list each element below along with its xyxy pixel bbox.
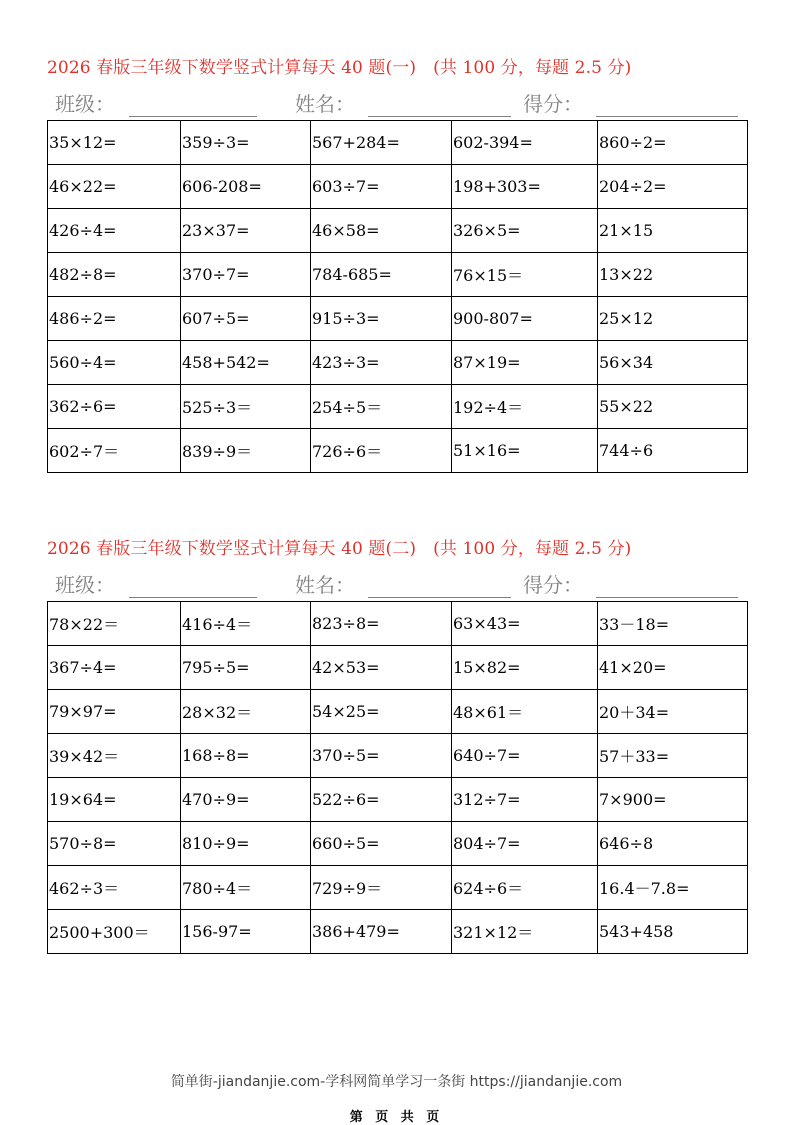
footer-site-text: 简单街-jiandanjie.com-学科网简单学习一条街 https://jiandanjie.com [170, 1074, 623, 1090]
problem-cell: 804÷7= [452, 822, 598, 866]
problem-cell: 726÷6＝ [311, 429, 452, 473]
table-row [48, 121, 748, 165]
problem-table [47, 120, 748, 473]
problem-cell: 33－18= [598, 602, 748, 646]
problem-cell: 19×64= [48, 778, 181, 822]
class-label: 班级： [55, 92, 115, 116]
problem-cell: 729÷9＝ [311, 866, 452, 910]
table-row [48, 385, 748, 429]
table-row [48, 341, 748, 385]
problem-cell: 624÷6＝ [452, 866, 598, 910]
table-row [48, 734, 748, 778]
problem-table [47, 601, 748, 954]
problem-cell: 359÷3= [181, 121, 311, 165]
problem-cell: 602-394= [452, 121, 598, 165]
problem-cell: 915÷3= [311, 297, 452, 341]
class-blank[interactable] [129, 116, 257, 117]
problem-cell: 312÷7= [452, 778, 598, 822]
problem-cell: 458+542= [181, 341, 311, 385]
problem-cell: 39×42＝ [48, 734, 181, 778]
table-row [48, 778, 748, 822]
problem-cell: 423÷3= [311, 341, 452, 385]
problem-cell: 646÷8 [598, 822, 748, 866]
problem-cell: 321×12＝ [452, 910, 598, 954]
problem-cell: 79×97= [48, 690, 181, 734]
problem-cell: 192÷4＝ [452, 385, 598, 429]
problem-cell: 48×61＝ [452, 690, 598, 734]
problem-cell: 470÷9= [181, 778, 311, 822]
problem-cell: 20＋34= [598, 690, 748, 734]
problem-cell: 51×16= [452, 429, 598, 473]
table-row [48, 165, 748, 209]
problem-cell: 602÷7＝ [48, 429, 181, 473]
problem-cell: 15×82= [452, 646, 598, 690]
problem-cell: 900-807= [452, 297, 598, 341]
problem-cell: 46×58= [311, 209, 452, 253]
problem-cell: 16.4－7.8= [598, 866, 748, 910]
problem-cell: 57＋33= [598, 734, 748, 778]
problem-cell: 486÷2= [48, 297, 181, 341]
problem-cell: 607÷5= [181, 297, 311, 341]
problem-cell: 570÷8= [48, 822, 181, 866]
worksheet-section-2 [47, 537, 747, 954]
problem-cell: 525÷3＝ [181, 385, 311, 429]
problem-cell: 386+479= [311, 910, 452, 954]
problem-cell: 326×5= [452, 209, 598, 253]
problem-cell: 362÷6= [48, 385, 181, 429]
name-label: 姓名： [295, 573, 355, 597]
table-row [48, 690, 748, 734]
problem-cell: 823÷8= [311, 602, 452, 646]
problem-cell: 63×43= [452, 602, 598, 646]
table-row [48, 646, 748, 690]
table-row [48, 209, 748, 253]
name-label: 姓名： [295, 92, 355, 116]
table-row [48, 910, 748, 954]
student-info-row [47, 80, 747, 120]
student-info-row [47, 561, 747, 601]
problem-cell: 567+284= [311, 121, 452, 165]
problem-cell: 839÷9＝ [181, 429, 311, 473]
problem-cell: 168÷8= [181, 734, 311, 778]
problem-cell: 28×32＝ [181, 690, 311, 734]
problem-cell: 56×34 [598, 341, 748, 385]
problem-cell: 603÷7= [311, 165, 452, 209]
problem-cell: 560÷4= [48, 341, 181, 385]
problem-cell: 2500+300＝ [48, 910, 181, 954]
problem-cell: 156-97= [181, 910, 311, 954]
problem-cell: 426÷4= [48, 209, 181, 253]
section-title: 2026 春版三年级下数学竖式计算每天 40 题(二) (共 100 分，每题 2.5 分) [47, 539, 632, 559]
problem-cell: 370÷5= [311, 734, 452, 778]
problem-cell: 522÷6= [311, 778, 452, 822]
problem-cell: 13×22 [598, 253, 748, 297]
problem-cell: 46×22= [48, 165, 181, 209]
footer-page-number: 第 页 共 页 [349, 1110, 444, 1125]
problem-cell: 7×900= [598, 778, 748, 822]
problem-cell: 370÷7= [181, 253, 311, 297]
worksheet-section-1 [47, 56, 747, 473]
problem-cell: 780÷4＝ [181, 866, 311, 910]
table-row [48, 297, 748, 341]
problem-cell: 543+458 [598, 910, 748, 954]
problem-cell: 21×15 [598, 209, 748, 253]
problem-cell: 640÷7= [452, 734, 598, 778]
problem-cell: 35×12= [48, 121, 181, 165]
problem-cell: 744÷6 [598, 429, 748, 473]
problem-cell: 795÷5= [181, 646, 311, 690]
problem-cell: 23×37= [181, 209, 311, 253]
problem-cell: 198+303= [452, 165, 598, 209]
problem-cell: 42×53= [311, 646, 452, 690]
problem-cell: 204÷2= [598, 165, 748, 209]
problem-cell: 810÷9= [181, 822, 311, 866]
problem-cell: 78×22＝ [48, 602, 181, 646]
problem-cell: 784-685= [311, 253, 452, 297]
problem-cell: 606-208= [181, 165, 311, 209]
problem-cell: 41×20= [598, 646, 748, 690]
table-row [48, 429, 748, 473]
problem-cell: 55×22 [598, 385, 748, 429]
name-blank[interactable] [368, 116, 511, 117]
problem-cell: 87×19= [452, 341, 598, 385]
problem-cell: 367÷4= [48, 646, 181, 690]
score-label: 得分： [523, 92, 583, 116]
table-row [48, 822, 748, 866]
name-blank[interactable] [368, 597, 511, 598]
problem-cell: 482÷8= [48, 253, 181, 297]
score-label: 得分： [523, 573, 583, 597]
score-blank[interactable] [596, 597, 738, 598]
score-blank[interactable] [596, 116, 738, 117]
problem-cell: 462÷3＝ [48, 866, 181, 910]
table-row [48, 866, 748, 910]
problem-cell: 25×12 [598, 297, 748, 341]
problem-cell: 254÷5＝ [311, 385, 452, 429]
problem-cell: 860÷2= [598, 121, 748, 165]
table-row [48, 253, 748, 297]
problem-cell: 76×15＝ [452, 253, 598, 297]
section-title: 2026 春版三年级下数学竖式计算每天 40 题(一) (共 100 分，每题 2.5 分) [47, 58, 632, 78]
table-row [48, 602, 748, 646]
class-blank[interactable] [129, 597, 257, 598]
class-label: 班级： [55, 573, 115, 597]
problem-cell: 416÷4＝ [181, 602, 311, 646]
problem-cell: 54×25= [311, 690, 452, 734]
problem-cell: 660÷5= [311, 822, 452, 866]
